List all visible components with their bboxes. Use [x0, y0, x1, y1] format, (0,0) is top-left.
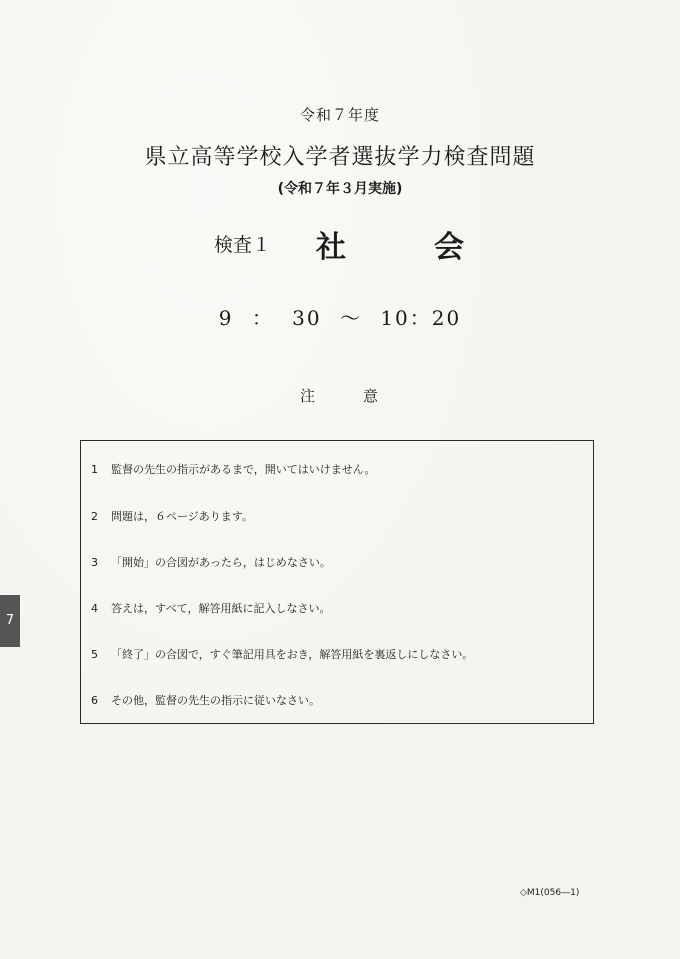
subject-char-2: 会 — [434, 230, 464, 265]
notice-item — [91, 554, 331, 570]
notice-item-number: 1 — [91, 463, 98, 476]
notice-item-number: 3 — [91, 556, 98, 569]
notice-item-text: その他，監督の先生の指示に従いなさい。 — [111, 694, 320, 707]
notice-item-text: 監督の先生の指示があるまで，開いてはいけません。 — [111, 463, 376, 476]
notice-box — [80, 440, 594, 724]
date-note: (令和７年３月実施) — [277, 181, 403, 197]
notice-item-number: 4 — [91, 602, 98, 615]
side-tab: 7 — [0, 595, 20, 647]
footer-code: ◇M1(056―1) — [520, 888, 580, 898]
exam-title: 県立高等学校入学者選抜学力検査問題 — [144, 145, 536, 170]
notice-title — [0, 385, 680, 407]
notice-title-char-1: 注 — [300, 387, 316, 405]
notice-item — [91, 692, 320, 708]
era-year: 令和７年度 — [299, 106, 380, 124]
notice-title-char-2: 意 — [363, 387, 379, 405]
notice-item — [91, 600, 331, 616]
notice-item-text: 「開始」の合図があったら，はじめなさい。 — [111, 556, 331, 569]
notice-item — [91, 461, 375, 477]
subject-label: 検査１ — [214, 234, 272, 256]
notice-item-text: 答えは，すべて，解答用紙に記入しなさい。 — [111, 602, 331, 615]
notice-item-text: 「終了」の合図で，すぐ筆記用具をおき，解答用紙を裏返しにしなさい。 — [111, 648, 474, 661]
notice-item — [91, 508, 253, 524]
notice-item-number: 2 — [91, 510, 98, 523]
subject-row — [0, 222, 680, 266]
notice-item-number: 5 — [91, 648, 98, 661]
notice-item-number: 6 — [91, 694, 98, 707]
subject-char-1: 社 — [316, 230, 346, 265]
notice-item-text: 問題は，６ページあります。 — [111, 510, 253, 523]
notice-item — [91, 646, 473, 662]
exam-time: 9 ： 30 ～ 10：20 — [218, 306, 462, 330]
